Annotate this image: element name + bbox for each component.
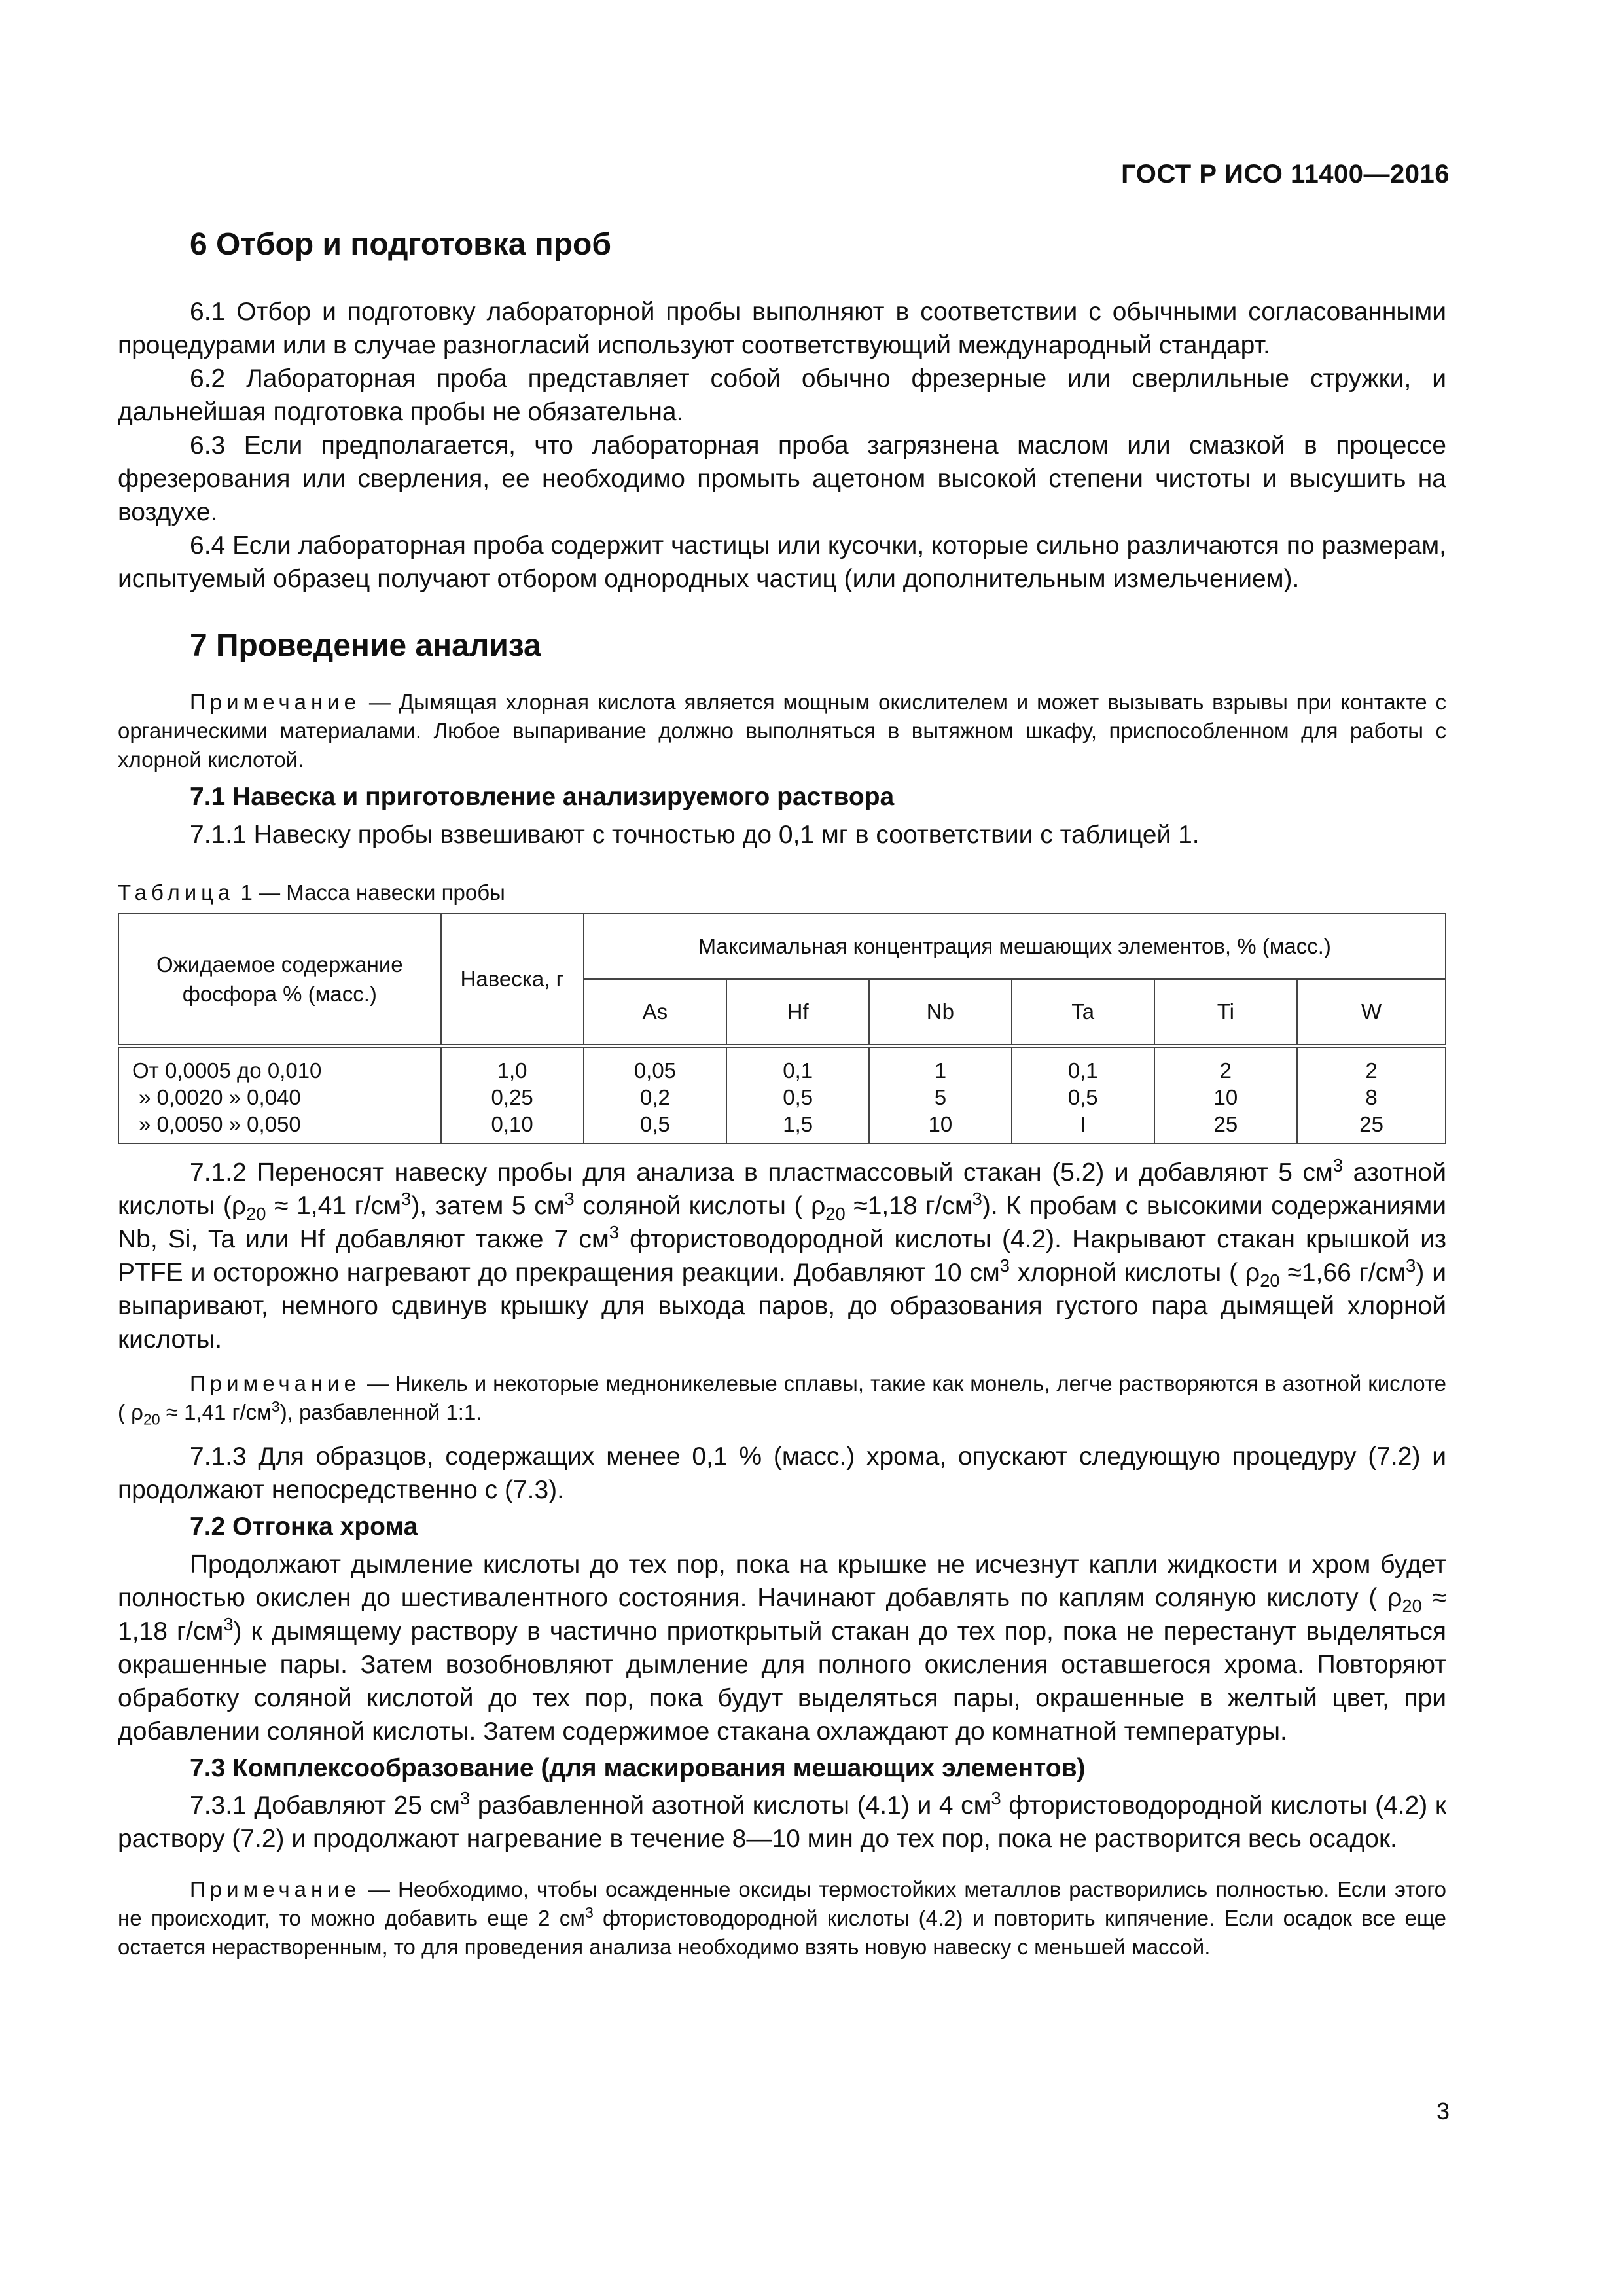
table-row-body	[118, 1046, 1446, 1143]
clause-6-2: 6.2 Лабораторная проба представляет собой обычно фрезерные или сверлильные стружки, и дальнейшая подготовка пробы не обязательна.	[118, 364, 1446, 426]
as-3: 0,5	[639, 1111, 670, 1136]
as-2: 0,2	[639, 1085, 670, 1109]
hf-1: 0,1	[783, 1058, 813, 1083]
cell-as	[584, 1046, 727, 1143]
header-element-ta: Ta	[1012, 979, 1154, 1046]
clause-7-1-3: 7.1.3 Для образцов, содержащих менее 0,1 % (масс.) хрома, опускают следующую процедуру (7.2) и продолжают непосредственно с (7.3).	[118, 1442, 1446, 1504]
nb-2: 5	[934, 1085, 947, 1109]
mass-1: 1,0	[497, 1058, 527, 1083]
hf-3: 1,5	[783, 1111, 813, 1136]
page-number: 3	[1436, 2098, 1450, 2125]
as-1: 0,05	[633, 1058, 677, 1083]
clause-6-4: 6.4 Если лабораторная проба содержит частицы или кусочки, которые сильно различаются по размерам, испытуемый образец получают отбором однородных частиц (или дополнительным измельчением).	[118, 531, 1446, 593]
document-header: ГОСТ Р ИСО 11400—2016	[1121, 160, 1450, 188]
note-oxides: Примечание — Необходимо, чтобы осажденные оксиды термостойких металлов растворились полностью. Если этого не происходит, то можно добавить еще 2 $см^3$ фтористоводородной кислоты (4.2) и повторить кипячение. Если осадок все еще остается нерастворенным, то для проведения анализа необходимо взять новую навеску с меньшей массой.	[118, 1877, 1446, 1960]
subsection-7-2-title: 7.2 Отгонка хрома	[190, 1512, 418, 1541]
header-expected-content: Ожидаемое содержание фосфора % (масс.)	[118, 914, 441, 1046]
header-max-concentration: Максимальная концентрация мешающих элементов, % (масс.)	[584, 914, 1446, 979]
section-7-title: 7 Проведение анализа	[190, 628, 541, 663]
note-nickel: Примечание — Никель и некоторые медноникелевые сплавы, такие как монель, легче растворяются в азотной кислоте ( $\rho_{20} \approx 1,41$ $г/см^3$), разбавленной 1:1.	[118, 1371, 1446, 1428]
cell-nb	[869, 1046, 1012, 1143]
page-content	[118, 226, 1446, 1962]
clause-7-1-1: 7.1.1 Навеску пробы взвешивают с точностью до 0,1 мг в соответствии с таблицей 1.	[190, 820, 1200, 849]
note-label: Примечание	[190, 690, 361, 715]
cell-ta	[1012, 1046, 1154, 1143]
w-2: 8	[1365, 1085, 1378, 1109]
header-element-hf: Hf	[726, 979, 869, 1046]
nb-1: 1	[934, 1058, 947, 1083]
hf-2: 0,5	[783, 1085, 813, 1109]
header-element-nb: Nb	[869, 979, 1012, 1046]
header-element-as: As	[584, 979, 727, 1046]
mass-2: 0,25	[491, 1085, 533, 1109]
clause-6-3: 6.3 Если предполагается, что лабораторная проба загрязнена маслом или смазкой в процессе фрезерования или сверления, ее необходимо промыть ацетоном высокой степени чистоты и высушить на воздухе.	[118, 431, 1446, 526]
table-caption-label: Таблица	[118, 880, 235, 905]
cell-masses	[441, 1046, 584, 1143]
cell-w	[1297, 1046, 1446, 1143]
table-1	[118, 913, 1446, 1144]
clause-7-2: Продолжают дымление кислоты до тех пор, пока на крышке не исчезнут капли жидкости и хром будет полностью окислен до шестивалентного состояния. Начинают добавлять по каплям соляную кислоту ( $\rho_{20} \approx 1,18$ $г/см^3$) к дымящему раствору в частично приоткрытый стакан до тех пор, пока не перестанут выделяться окрашенные пары. Затем возобновляют дымление для полного окисления оставшегося хрома. Повторяют обработку соляной кислотой до тех пор, пока будут выделяться пары, окрашенные в желтый цвет, при добавлении соляной кислоты. Затем содержимое стакана охлаждают до комнатной температуры.	[118, 1550, 1446, 1746]
nb-3: 10	[928, 1111, 953, 1136]
clause-6-1: 6.1 Отбор и подготовку лабораторной пробы выполняют в соответствии с обычными согласованными процедурами или в случае разногласий используют соответствующий международный стандарт.	[118, 297, 1446, 359]
w-3: 25	[1359, 1111, 1383, 1136]
range-3: » 0,0050 » 0,050	[139, 1111, 301, 1136]
ta-2: 0,5	[1067, 1085, 1098, 1109]
ta-1: 0,1	[1067, 1058, 1098, 1083]
w-1: 2	[1365, 1058, 1378, 1083]
note-perchloric	[118, 688, 1446, 774]
cell-hf	[726, 1046, 869, 1143]
table-1-caption	[118, 880, 1446, 905]
range-1: От 0,0005 до 0,010	[132, 1058, 322, 1083]
ti-3: 25	[1213, 1111, 1238, 1136]
ti-1: 2	[1219, 1058, 1232, 1083]
subsection-7-1-title: 7.1 Навеска и приготовление анализируемого раствора	[190, 783, 895, 812]
header-element-w: W	[1297, 979, 1446, 1046]
mass-3: 0,10	[491, 1111, 533, 1136]
range-2: » 0,0020 » 0,040	[139, 1085, 301, 1109]
ti-2: 10	[1213, 1085, 1238, 1109]
cell-ranges	[118, 1046, 441, 1143]
header-sample-mass: Навеска, г	[441, 914, 584, 1046]
ta-3: I	[1080, 1111, 1086, 1136]
clause-7-3-1: 7.3.1 Добавляют 25 $см^3$ разбавленной азотной кислоты (4.1) и 4 $см^3$ фтористоводородной кислоты (4.2) к раствору (7.2) и продолжают нагревание в течение 8—10 мин до тех пор, пока не растворится весь осадок.	[118, 1788, 1446, 1854]
header-element-ti: Ti	[1154, 979, 1298, 1046]
clause-7-1-2: 7.1.2 Переносят навеску пробы для анализа в пластмассовый стакан (5.2) и добавляют 5 $см^3$ азотной кислоты ($\rho_{20} \approx 1,41$ $г/см^3$), затем 5 $см^3$ соляной кислоты ( $\rho_{20} \approx 1,18$ $г/см^3$). К пробам с высокими содержаниями Nb, Si, Ta или Hf добавляют также 7 $см^3$ фтористоводородной кислоты (4.2). Накрывают стакан крышкой из PTFE и осторожно нагревают до прекращения реакции. Добавляют 10 $см^3$ хлорной кислоты ( $\rho_{20} \approx 1,66$ $г/см^3$) и выпаривают, немного сдвинув крышку для выхода паров, до образования густого пара дымящей хлорной кислоты.	[118, 1155, 1447, 1354]
subsection-7-3-title: 7.3 Комплексообразование (для маскирования мешающих элементов)	[190, 1753, 1086, 1782]
table-caption-text: 1 — Масса навески пробы	[234, 880, 505, 905]
cell-ti	[1154, 1046, 1298, 1143]
note-text: — Дымящая хлорная кислота является мощным окислителем и может вызывать взрывы при контакте с органическими материалами. Любое выпаривание должно выполняться в вытяжном шкафу, приспособленном для работы с хлорной кислотой.	[118, 690, 1446, 772]
section-6-title: 6 Отбор и подготовка проб	[190, 227, 612, 262]
